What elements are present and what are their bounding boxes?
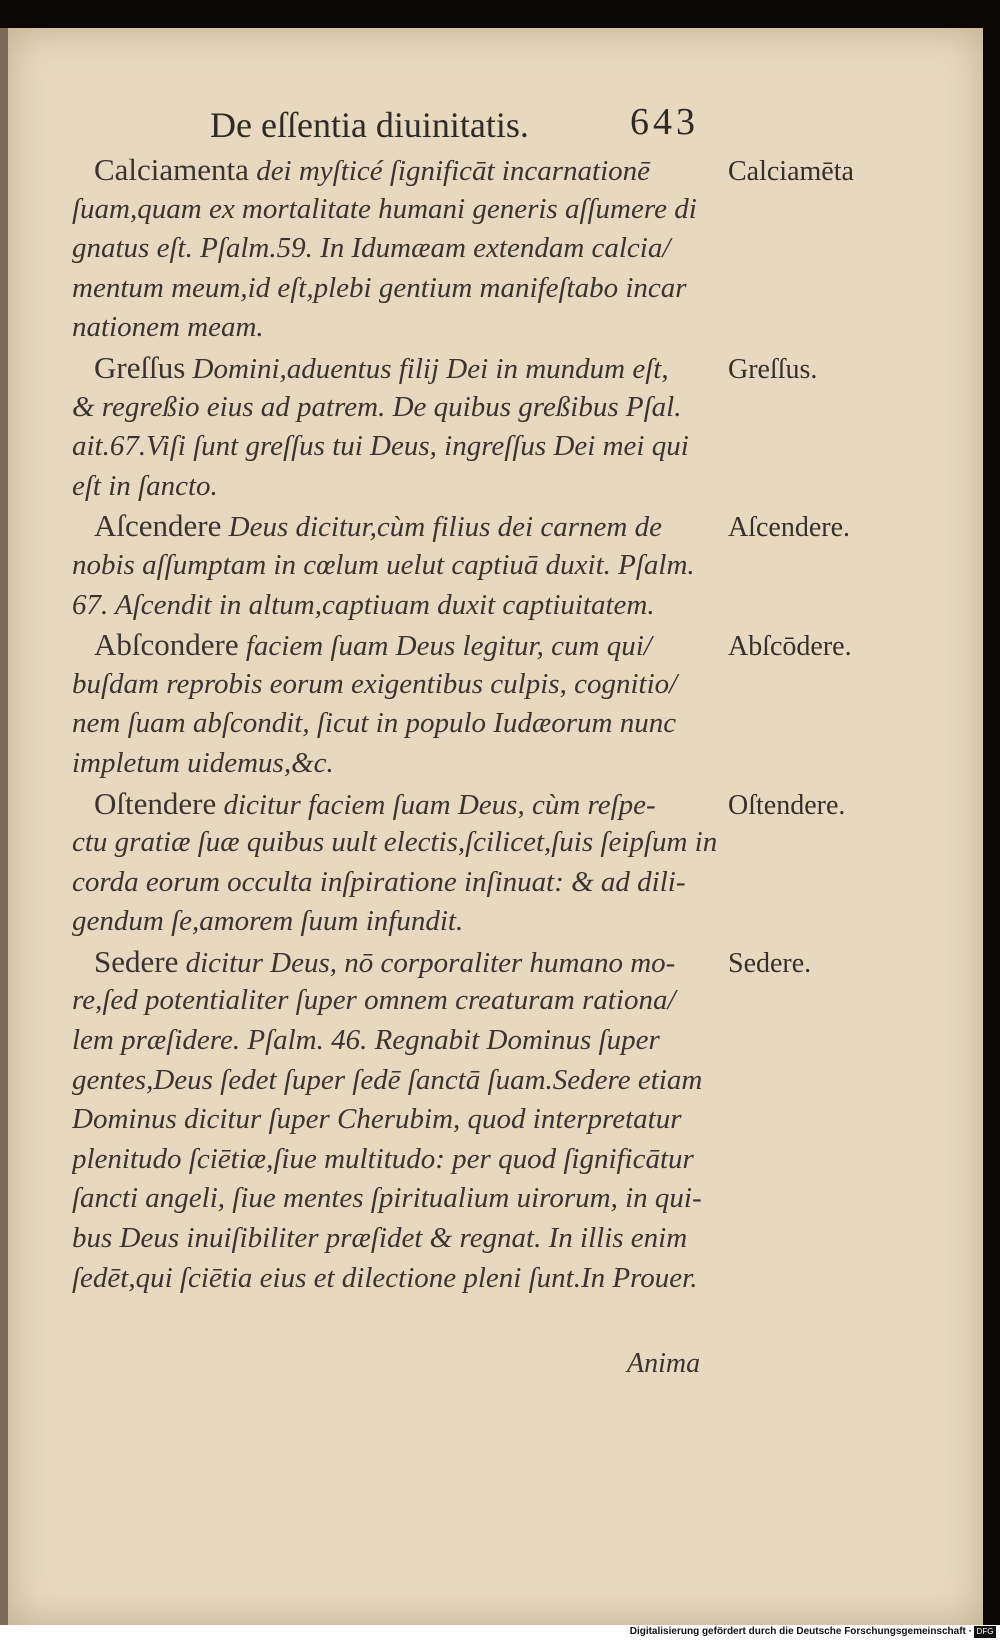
line-text: buſdam reprobis eorum exigentibus culpis, cognitio/ [72,667,678,700]
paragraph-lead-word: Sedere [94,943,179,979]
text-line [72,744,722,784]
text-line [72,942,722,982]
marginal-note: Aſcendere. [728,512,851,544]
text-line [72,863,722,903]
footer-credit: Digitalisierung gefördert durch die Deutsche Forschungsgemeinschaft · [629,1626,972,1637]
line-text: nationem meam. [72,311,264,344]
line-text: eſt in ſancto. [72,469,218,502]
text-line [72,902,722,942]
line-text: lem præſidere. Pſalm. 46. Regnabit Dominus ſuper [72,1024,660,1057]
text-line [72,467,722,507]
paragraph [72,150,722,348]
marginal-note: Sedere. [728,948,812,979]
paragraph-lead-word: Aſcendere [94,508,222,544]
text-line [72,823,722,863]
text-line [72,1061,722,1101]
text-line [72,150,722,190]
paragraph-lead-word: Calciamenta [94,152,249,187]
line-text: gendum ſe,amorem ſuum infundit. [72,905,464,938]
text-line [72,1219,722,1259]
page-number: 643 [630,101,699,143]
text-line [72,546,722,586]
text-line [72,1100,722,1140]
line-text: ctu gratiæ ſuæ quibus uult electis,ſcilicet,ſuis ſeipſum in [72,826,718,859]
paragraph [72,625,722,783]
marginal-note: Calciamēta [728,156,854,187]
text-line [72,1140,722,1180]
paragraph [72,348,722,506]
text-line [72,269,722,309]
text-line [72,506,722,546]
text-line [72,427,722,467]
line-text: nobis aſſumptam in cœlum uelut captiuā duxit. Pſalm. [72,548,695,581]
body-text [72,150,722,1298]
text-line [72,704,722,744]
text-line [72,625,722,665]
text-line [72,1179,722,1219]
line-text: gentes,Deus ſedet ſuper ſedē ſanctā ſuam.Sedere etiam [72,1063,703,1096]
line-text: re,ſed potentialiter ſuper omnem creaturam rationa/ [72,984,676,1017]
text-line [72,665,722,705]
line-text: mentum meum,id eſt,plebi gentium manifeſtabo incar [72,271,687,304]
paragraph [72,942,722,1298]
line-text: ſuam,quam ex mortalitate humani generis aſſumere di [72,192,697,225]
line-text: & regreßio eius ad patrem. De quibus greßibus Pſal. [72,390,682,423]
text-line [72,348,722,388]
marginal-note: Oſtendere. [728,789,846,821]
line-text: impletum uidemus,&c. [72,746,334,779]
text-line [72,190,722,230]
line-text: corda eorum occulta inſpiratione inſinuat: & ad dili- [72,865,686,898]
running-head [210,82,730,145]
dfg-logo-icon: DFG [974,1626,996,1638]
text-line [72,1021,722,1061]
text-line [72,981,722,1021]
text-line [72,784,722,824]
catchword: Anima [627,1348,701,1379]
line-text: dei myſticé ſignificāt incarnationē [248,155,651,187]
line-text: Dominus dicitur ſuper Cherubim, quod interpretatur [72,1103,682,1136]
text-line [72,229,722,269]
marginal-note: Greſſus. [728,354,818,385]
line-text: faciem ſuam Deus legitur, cum qui/ [238,630,652,663]
line-text: 67. Aſcendit in altum,captiuam duxit captiuitatem. [72,588,655,621]
paragraph-lead-word: Abſcondere [94,627,239,663]
paragraph [72,784,722,942]
paragraph-lead-word: Oſtendere [94,785,217,821]
paragraph [72,506,722,625]
line-text: Deus dicitur,cùm filius dei carnem de [221,511,662,544]
line-text: ſedēt,qui ſciētia eius et dilectione pleni ſunt.In Prouer. [72,1261,698,1294]
line-text: ait.67.Viſi ſunt greſſus tui Deus, ingreſſus Dei mei qui [72,430,689,463]
line-text: Domini,aduentus filij Dei in mundum eſt, [185,352,669,385]
text-line [72,308,722,348]
marginal-note: Abſcōdere. [728,631,852,663]
line-text: gnatus eſt. Pſalm.59. In Idumæam extendam calcia/ [72,232,671,265]
running-head-title: De eſſentia diuinitatis. [210,105,529,145]
digitization-footer [0,1625,1000,1640]
text-line [72,388,722,428]
line-text: dicitur faciem ſuam Deus, cùm reſpe- [216,788,656,821]
text-line [72,1259,722,1299]
text-line [72,586,722,626]
paragraph-lead-word: Greſſus [94,349,186,385]
line-text: ſancti angeli, ſiue mentes ſpiritualium uirorum, in qui- [72,1182,702,1215]
line-text: nem ſuam abſcondit, ſicut in populo Iudæorum nunc [72,707,677,740]
line-text: plenitudo ſciētiæ,ſiue multitudo: per quod ſignificātur [72,1142,694,1175]
line-text: bus Deus inuiſibiliter præſidet & regnat. In illis enim [72,1222,688,1255]
line-text: dicitur Deus, nō corporaliter humano mo- [178,946,676,979]
